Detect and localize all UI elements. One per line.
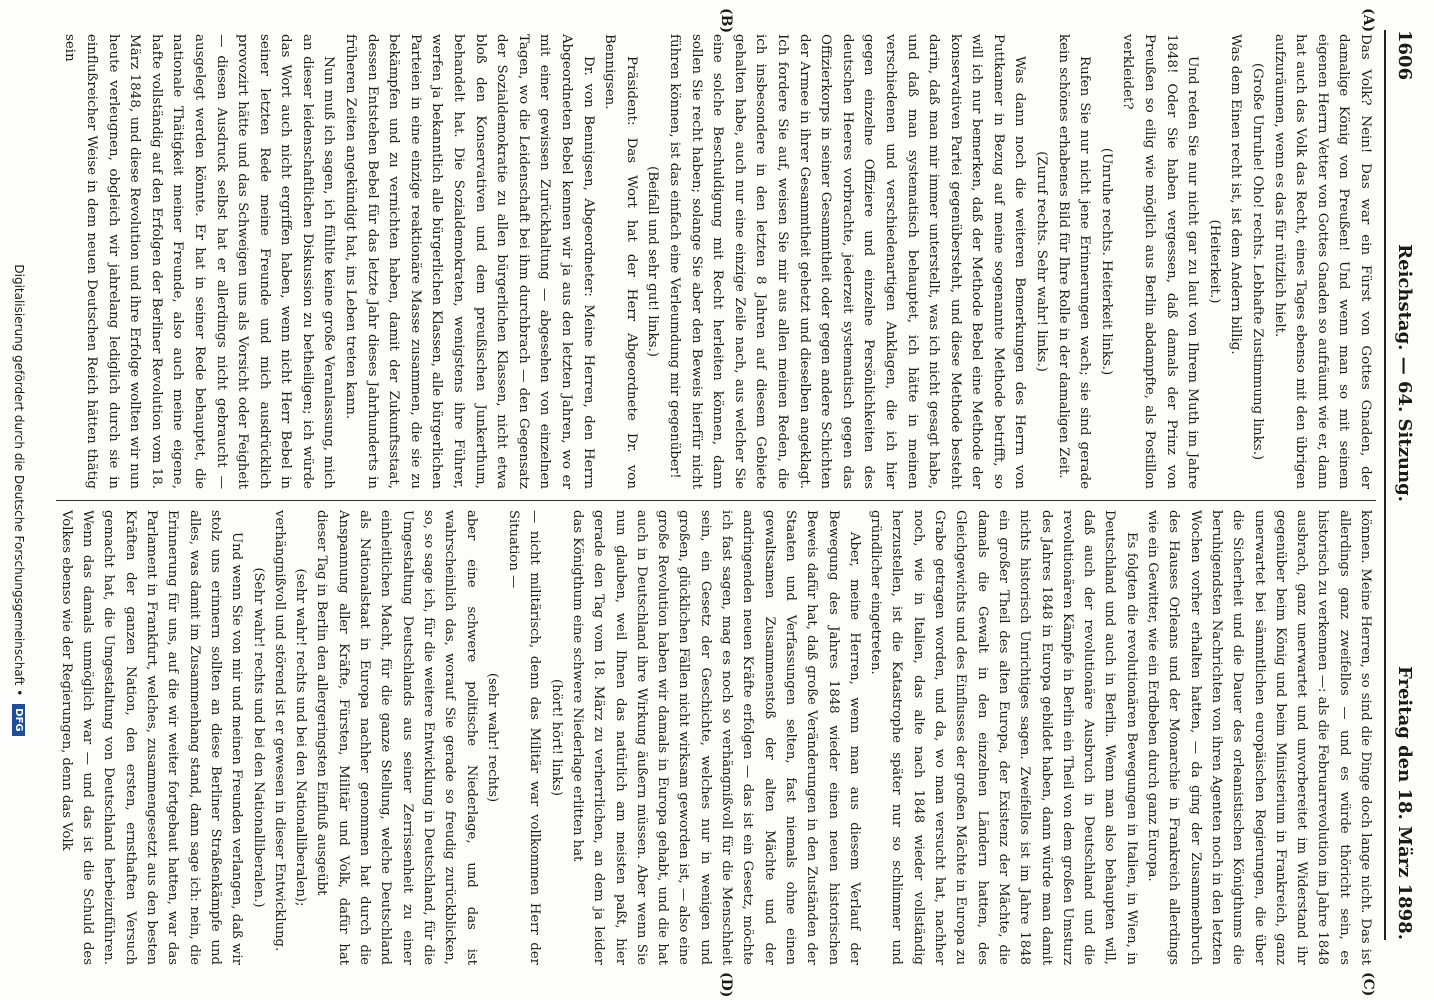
footer-text: Digitalisierung gefördert durch die Deutsche Forschungsgemeinschaft • xyxy=(12,264,26,697)
dfg-logo: DFG xyxy=(13,704,26,735)
margin-marker-d: (D) xyxy=(718,972,734,998)
paragraph: Dr. von Bennigsen, Abgeordneter: Meine Herren, den Herrn Abgeordneten Bebel kennen wir ja aus den letzten Jahren, wo er mit einer gewissen Zurückhaltung — abgesehen von einzelnen Tagen, wo die Leidenschaft bei ihm durchbrach — den Gegensatz der Sozialdemokratie zu allen bürgerlichen Klassen, nicht etwa bloß den Konservativen und dem preußischen Junkerthum, behandelt hat. Die Sozialdemokraten, wenigstens ihre Führer, werfen ja bekanntlich alle bürgerlichen Klassen, alle bürgerlichen Parteien in eine einzige reaktionäre Masse zusammen, die sie zu bekämpfen und zu vernichten haben, damit der Zukunftsstaat, dessen Entstehen Bebel für das letzte Jahr dieses Jahrhunderts in früheren Zeiten angekündigt hat, ins Leben treten kann. xyxy=(343,34,596,489)
paragraph: Es folgten die revolutionären Bewegungen in Italien, in Wien, in Deutschland und auch in Berlin. Wenn man also behaupten will, daß auch der revolutionäre Ausbruch in Deutschland und die revolutionären Kämpfe in Berlin ein Theil von dem großen Umsturz des Jahres 1848 in Europa gebildet haben, dann würde man damit nichts historisch Unrichtiges sagen. Zweifellos ist im Jahre 1848 ein großer Theil des alten Europa, der Existenz der Mächte, die damals die Gewalt in den einzelnen Ländern hatten, des Gleichgewichts und des Einflusses der großen Mächte in Europa zu Grabe getragen worden, und da, wo man versucht hat, nachher noch, wie in Italien, das alte nach 1848 wieder vollständig herzustellen, ist die Katastrophe später nur so schlimmer und gründlicher eingetreten. xyxy=(868,510,1139,965)
page-number: 1606 xyxy=(1394,30,1416,81)
paragraph: können. Meine Herren, so sind die Dinge doch lange nicht. Das ist allerdings ganz zweifellos — und es würde thöricht sein, es historisch zu verkennen —: als die Februarrevolution im Jahre 1848 ausbrach, ganz unerwartet und unvorbereitet im Widerstand ihr gegenüber beim König und beim Ministerium in Frankreich, ganz unerwartet bei sämmtlichen europäischen Regierungen, die über die Sicherheit und die Dauer des orleanistischen Königthums die beruhigendsten Nachrichten von ihren Agenten noch in den letzten Wochen vorher erhalten hatten, — da ging der Zusammenbruch des Hauses Orleans und der Monarchie in Frankreich allerdings wie ein Gewitter, wie ein Erdbeben durch ganz Europa. xyxy=(1145,510,1373,965)
margin-marker-c: (C) xyxy=(1360,972,1376,997)
margin-marker-a: (A) xyxy=(1360,8,1376,33)
paragraph: verhängnißvoll und störend ist er gewesen in dieser Entwicklung. xyxy=(271,510,287,952)
paragraph: — nicht militärisch, denn das Militär war vollkommen Herr der Situation — xyxy=(506,510,543,965)
paragraph: (Zuruf rechts. Sehr wahr! links.) xyxy=(1034,151,1050,372)
paragraph: (Beifall und sehr gut! links.) xyxy=(645,165,661,358)
right-column xyxy=(56,510,1376,965)
paragraph: (sehr wahr! rechts) xyxy=(484,672,500,803)
paragraph: (sehr wahr! rechts und bei den Nationalliberalen); xyxy=(293,568,309,907)
margin-marker-b: (B) xyxy=(718,8,734,34)
paragraph: Und wenn Sie von mir und meinen Freunden verlangen, daß wir stolz uns erinnern sollten an diese Berliner Straßenkämpfe und alles, was damit im Zusammenhang stand, dann sage ich: nein, die Erinnerung für uns, auf die wir weiter fortgebaut hatten, war das Parlament in Frankfurt, welches, zusammengesetzt aus den besten Kräften der ganzen Nation, den ersten, ernsthaften Versuch gemacht hat, die Umgestaltung von Deutschland herbeizuführen. Wenn das damals unmöglich war — und das ist die Schuld des Volkes ebenso wie der Regierungen, denn das Volk xyxy=(58,510,245,965)
paragraph: Was dem Einen recht ist, ist dem Andern billig. xyxy=(1228,34,1244,355)
paragraph: Präsident: Das Wort hat der Herr Abgeordnete Dr. von Bennigsen. xyxy=(602,34,639,489)
paragraph: Das Volk? Nein! Das war ein Fürst von Gottes Gnaden, der damalige König von Preußen! Und wenn man so mit seinem eigenen Herrn Vetter von Gottes Gnaden so aufräumt wie er, dann hat auch das Volk das Recht, eines Tages ebenso mit den übrigen aufzuräumen, wenn es das für nützlich hielt. xyxy=(1271,34,1373,489)
paragraph: (Große Unruhe! Oho! rechts. Lebhafte Zustimmung links.) xyxy=(1250,62,1266,461)
paragraph: (Unruhe rechts. Heiterkeit links.) xyxy=(1098,147,1114,376)
paragraph: aber eine schwere politische Niederlage, und das ist wahrscheinlich das, worauf Sie gerade so freudig zurückblicken, so, so sage ich, für die weitere Entwicklung in Deutschland, für die Umgestaltung Deutschlands aus seiner Zerrissenheit zu einer einheitlichen Macht, für die ganze Stellung, welche Deutschland als Nationalstaat in Europa nachher genommen hat durch die Anspannung aller Kräfte, Fürsten, Militär und Volk, dafür hat dieser Tag in Berlin den allergeringsten Einfluß ausgeübt xyxy=(314,510,479,965)
paragraph: (hört! hört! links) xyxy=(548,678,564,797)
paragraph: (Heiterkeit.) xyxy=(1206,219,1222,304)
paragraph: Und reden Sie nur nicht gar zu laut von Ihrem Muth im Jahre 1848! Oder Sie haben vergessen, daß damals der Prinz von Preußen so eilig wie möglich aus Berlin abdampfte, als Postillon verkleidet? xyxy=(1120,34,1201,489)
paragraph: Rufen Sie nur nicht jene Erinnerungen wach; sie sind gerade kein schönes erhabenes Bild für Ihre Rolle in der damaligen Zeit. xyxy=(1055,34,1093,489)
paragraph: Was dann noch die weiteren Bemerkungen des Herrn von Puttkamer in Bezug auf meine sogenannte Methode betrifft, so will ich nur bemerken, daß der Methode Bebel eine Methode der konservativen Partei gegenübersteht, und diese Methode besteht darin, daß man mir immer unterstellt, was ich nicht gesagt habe, und daß man systematisch behauptet, ich hätte in meinen verschiedenen und verschiedenartigen Anklagen, die ich hier gegen einzelne Offiziere und einzelne Persönlichkeiten des deutschen Heeres vorbrachte, jederzeit systematisch gegen das Offizierkorps in seiner Gesammtheit oder gegen andere Schichten der Armee in ihrer Gesammtheit gehetzt und dieselben angeklagt. Ich fordere Sie auf, weisen Sie mir aus allen meinen Reden, die ich insbesondere in den letzten 8 Jahren auf diesem Gebiete gehalten habe, auch nur eine einzige Zeile nach, aus welcher Sie eine solche Beschuldigung mit Recht herleiten können, dann sollen Sie recht haben; solange Sie aber den Beweis hierfür nicht führen können, ist das einfach eine Verleumdung mir gegenüber! xyxy=(667,34,1028,489)
header-date: Freitag den 18. März 1898. xyxy=(1394,666,1416,940)
left-column xyxy=(59,34,1376,489)
column-divider xyxy=(56,500,1376,501)
digitization-footer xyxy=(4,0,34,1000)
paragraph: Aber, meine Herren, wenn man aus diesem Verlauf der Bewegung des Jahres 1848 wieder einen neuen historischen Beweis dafür hat, daß große Veränderungen in den Zuständen der Staaten und Verfassungen selten, fast niemals ohne einen gewaltsamen Zusammenstoß der alten Mächte und der andringenden neuen Kräfte erfolgen — das ist ein Gesetz, möchte ich fast sagen, mag es noch so verhängnißvoll für die Menschheit sein, ein Gesetz der Geschichte, welches nur in wenigen und großen, glücklichen Fällen nicht wirksam geworden ist, — also eine große Revolution haben wir damals in Europa gehabt, und die hat auch in Deutschland ihre Wirkung äußern müssen. Aber wenn Sie nun glauben, weil Ihnen das natürlich am meisten paßt, hier gerade den Tag vom 18. März zu verherrlichen, an dem ja leider das Königthum eine schwere Niederlage erlitten hat xyxy=(570,510,862,965)
page-header xyxy=(1390,30,1420,940)
header-rule xyxy=(1384,30,1386,940)
header-title: Reichstag. — 64. Sitzung. xyxy=(1394,244,1416,502)
paragraph: (Sehr wahr! rechts und bei den Nationalliberalen.) xyxy=(250,567,266,908)
paragraph: Nun muß ich sagen, ich fühlte keine große Veranlassung, mich an dieser leidenschaftlichen Diskussion zu betheiligen; ich würde das Wort auch nicht ergriffen haben, wenn nicht Herr Bebel in seiner letzten Rede meine Freunde und mich ausdrücklich provozirt hätte und das Schweigen uns als Vorsicht oder Feigheit — diesen Ausdruck selbst hat er allerdings nicht gebraucht — ausgelegt werden könnte. Er hat in seiner Rede behauptet, die nationale Thätigkeit meiner Freunde, also auch meine eigene, hafte vollständig auf den Erfolgen der Berliner Revolution vom 18. März 1848, und diese Revolution und ihre Erfolge wollten wir nun heute verleugnen, obgleich wir jahrelang lediglich durch sie in einflußreicher Weise in dem neuen Deutschen Reich hätten thätig sein xyxy=(62,34,337,489)
